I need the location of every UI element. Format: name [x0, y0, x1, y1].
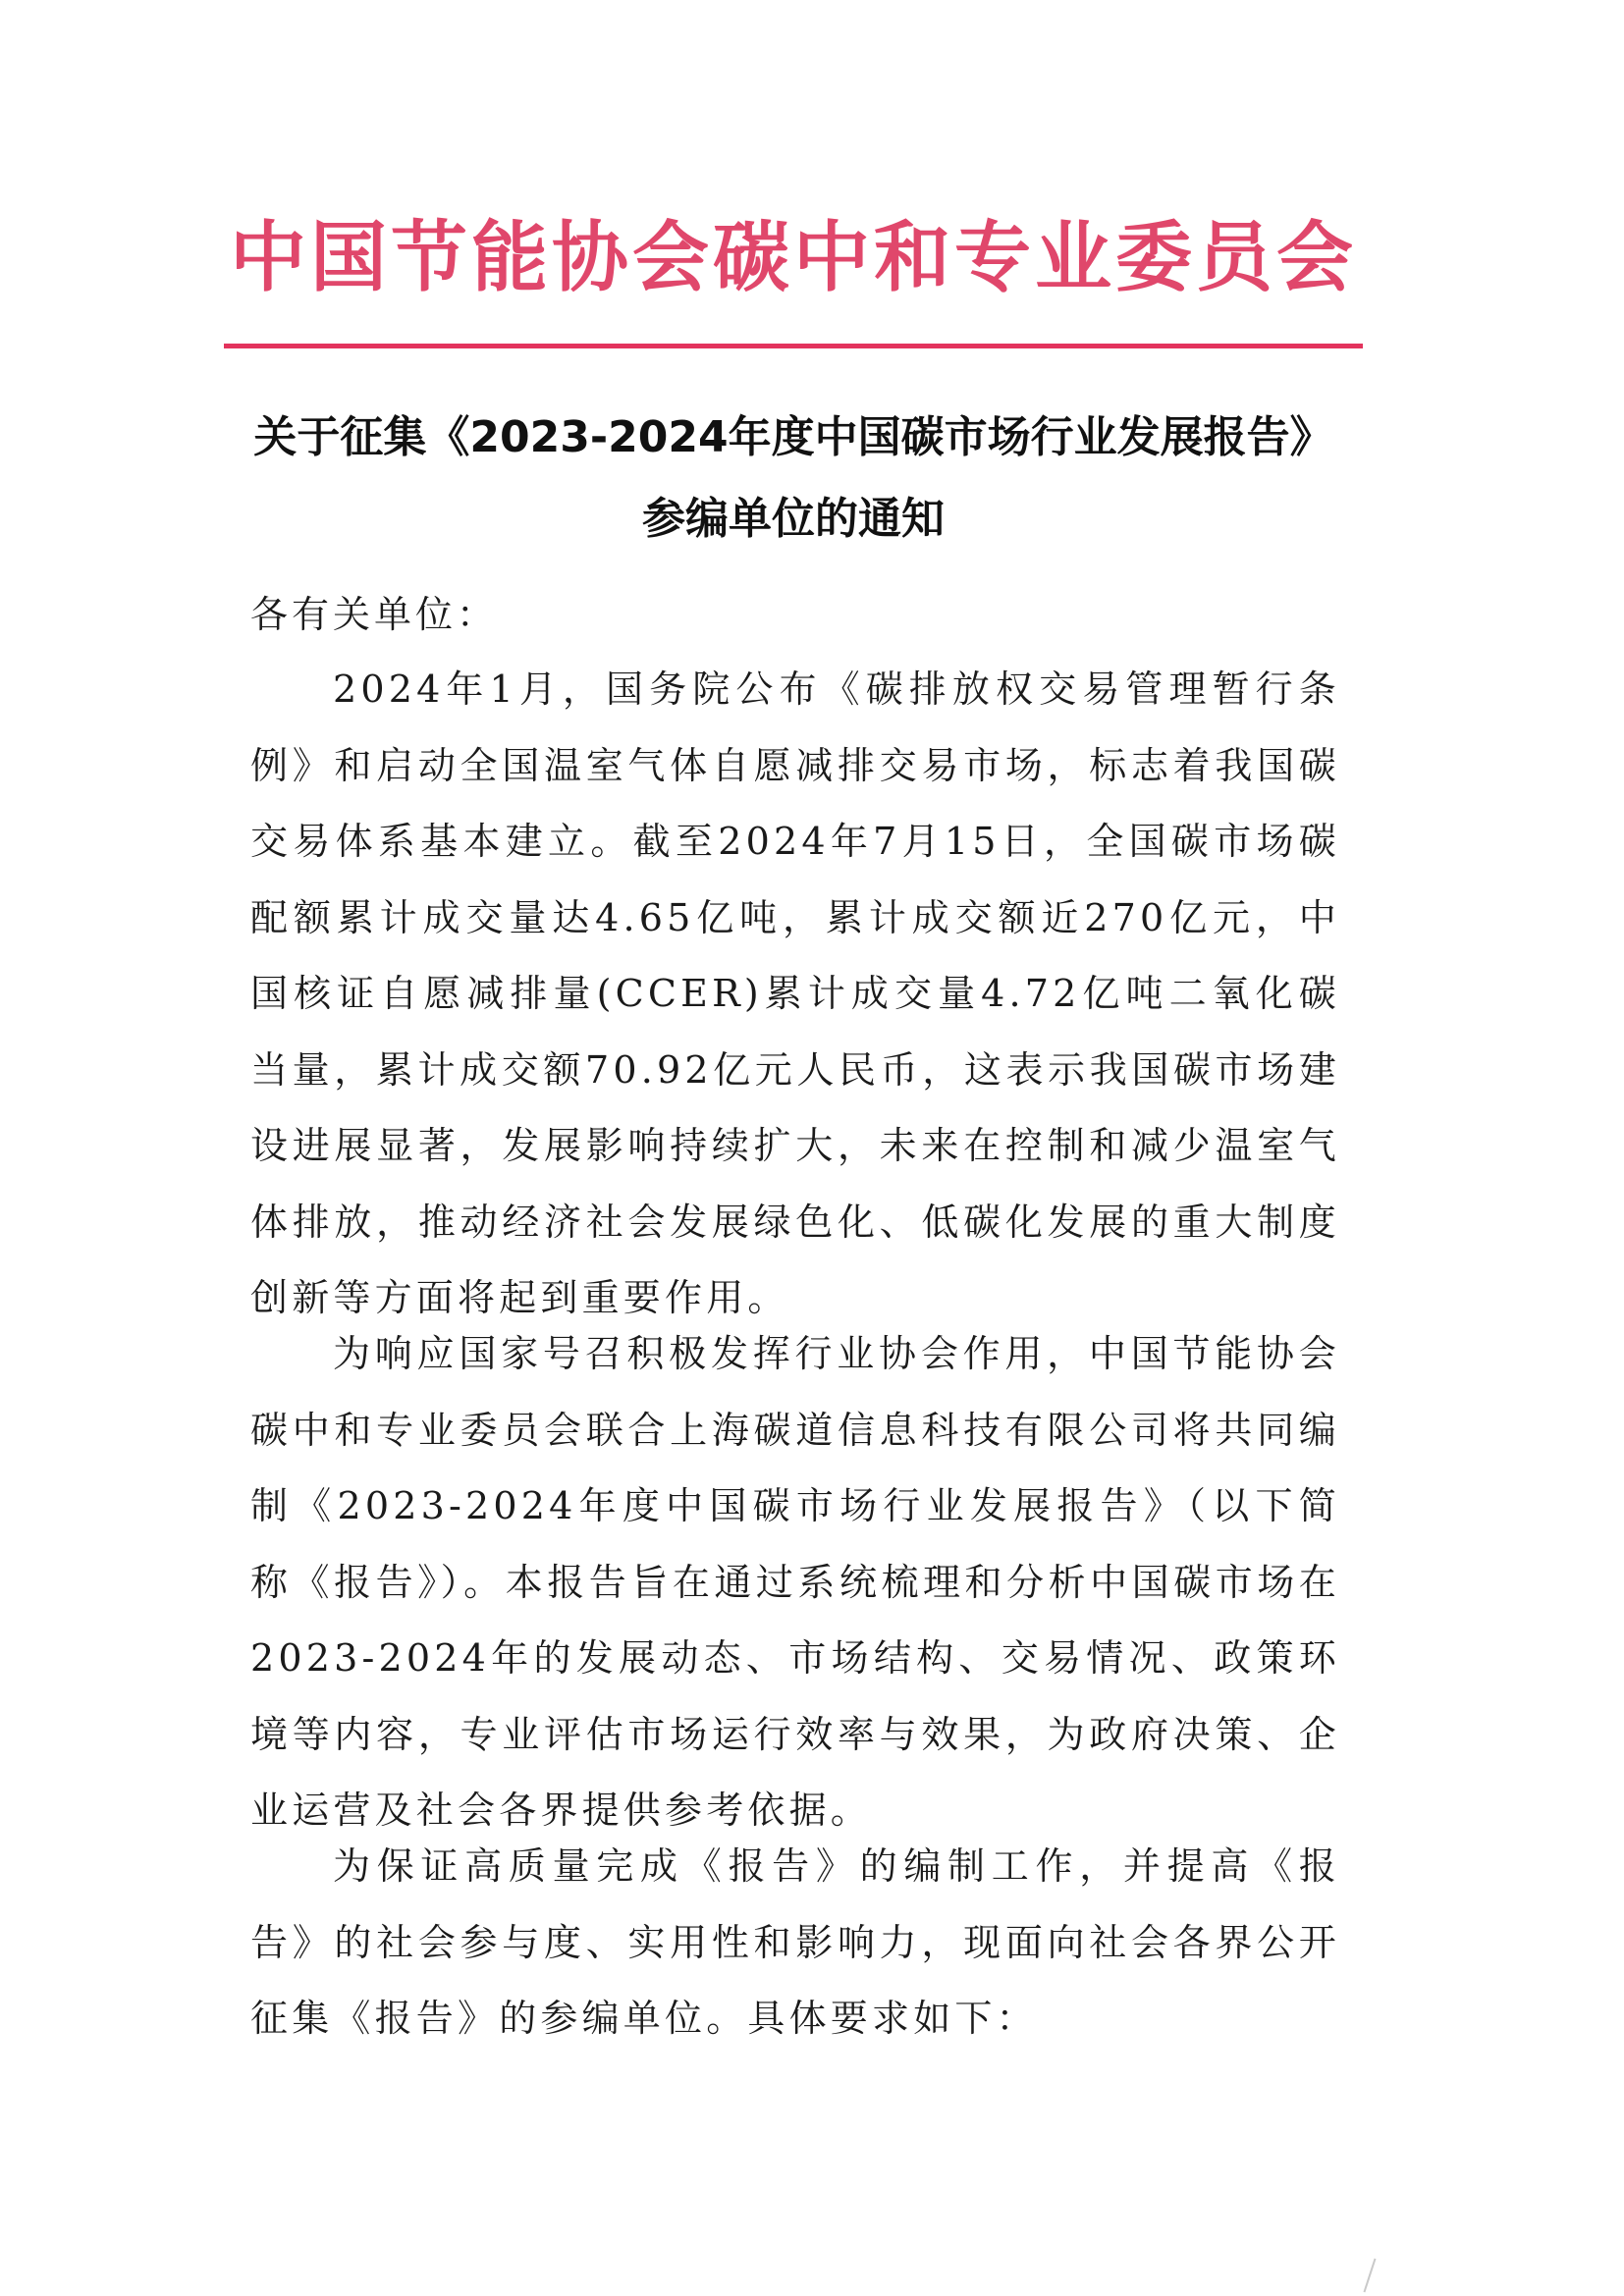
- body-paragraph-1: 2024年1月，国务院公布《碳排放权交易管理暂行条例》和启动全国温室气体自愿减排交易市场，标志着我国碳交易体系基本建立。截至2024年7月15日，全国碳市场碳配额累计成交量达4.65亿吨，累计成交额近270亿元，中国核证自愿减排量(CCER)累计成交量4.72亿吨二氧化碳当量，累计成交额70.92亿元人民币，这表示我国碳市场建设进展显著，发展影响持续扩大，未来在控制和减少温室气体排放，推动经济社会发展绿色化、低碳化发展的重大制度创新等方面将起到重要作用。: [250, 667, 1340, 1319]
- document-title-line1: 关于征集《2023-2024年度中国碳市场行业发展报告》: [253, 412, 1333, 462]
- scan-mark: [1363, 2259, 1376, 2293]
- letterhead-divider: [224, 344, 1363, 348]
- salutation: 各有关单位：: [250, 593, 499, 636]
- letterhead-title: 中国节能协会碳中和专业委员会: [229, 213, 1357, 302]
- document-title-line2: 参编单位的通知: [642, 494, 945, 544]
- body-paragraph-3: 为保证高质量完成《报告》的编制工作，并提高《报告》的社会参与度、实用性和影响力，现面向社会各界公开征集《报告》的参编单位。具体要求如下：: [250, 1844, 1340, 2040]
- body-paragraph-2: 为响应国家号召积极发挥行业协会作用，中国节能协会碳中和专业委员会联合上海碳道信息科技有限公司将共同编制《2023-2024年度中国碳市场行业发展报告》（以下简称《报告》）。本报告旨在通过系统梳理和分析中国碳市场在2023-2024年的发展动态、市场结构、交易情况、政策环境等内容，专业评估市场运行效率与效果，为政府决策、企业运营及社会各界提供参考依据。: [250, 1332, 1340, 1832]
